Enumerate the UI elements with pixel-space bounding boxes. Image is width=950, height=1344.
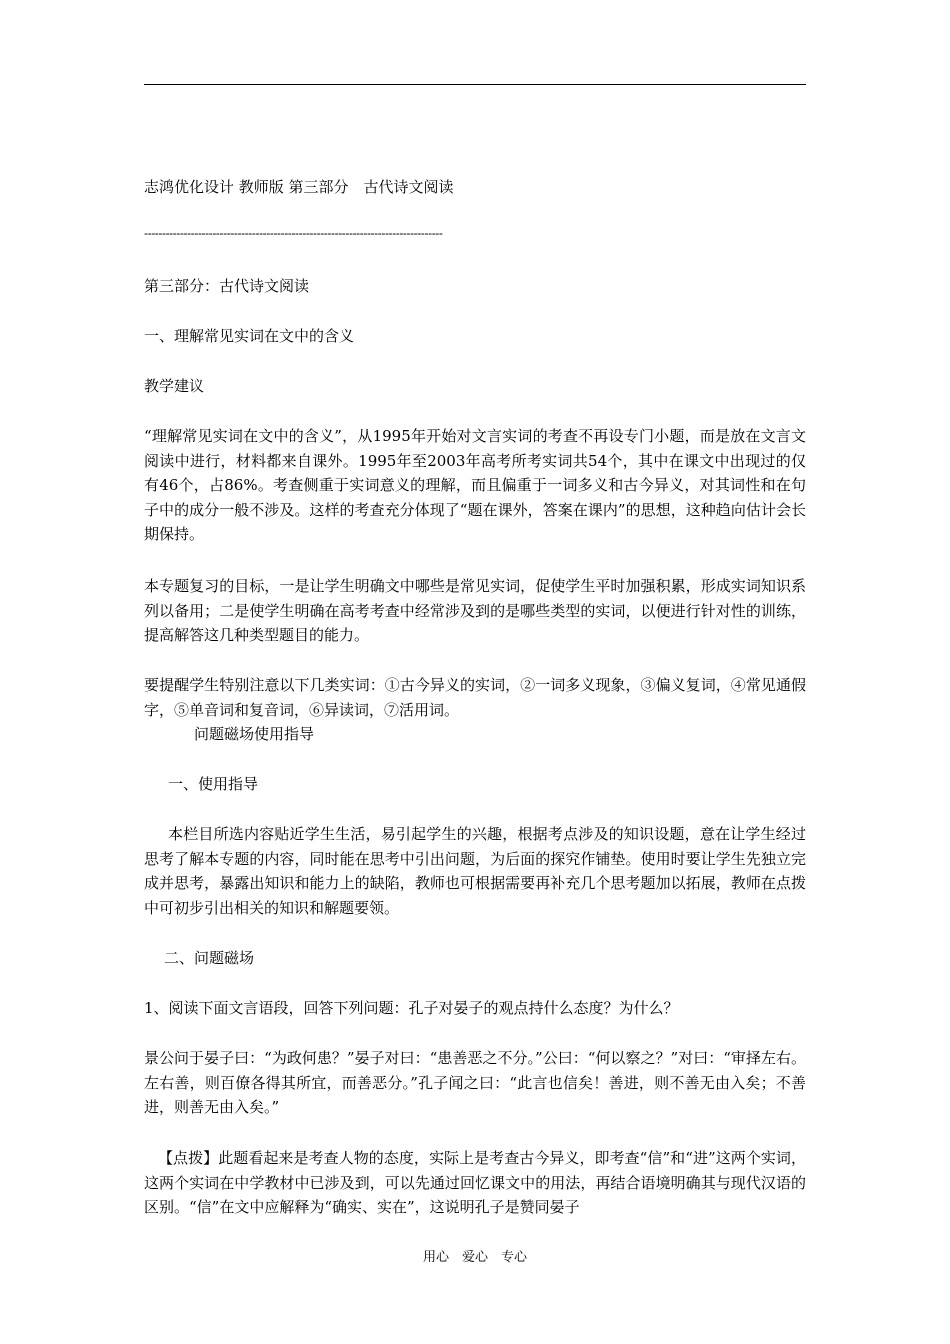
hint-text: 此题看起来是考查人物的态度，实际上是考查古今异义，即考查“信”和“进”这两个实词，这两个实词在中学教材中已涉及到，可以先通过回忆课文中的用法，再结合语境明确其与现代汉语的区别。“信”在文中应解释为“确实、实在”，这说明孔子是赞同晏子 [144, 1149, 806, 1216]
hint-label: 【点拨】 [158, 1149, 219, 1167]
guide-title: 问题磁场使用指导 [194, 725, 315, 743]
dashed-separator: ----------------------------------------------------------------------------------- [144, 226, 443, 240]
magnet-heading: 二、问题磁场 [164, 949, 255, 967]
paragraph-intro: “理解常见实词在文中的含义”，从1995年开始对文言实词的考查不再设专门小题，而是放在文言文阅读中进行，材料都来自课外。1995年至2003年高考所考实词共54个，其中在课文中出现过的仅有46个，占86%。考查侧重于实词意义的理解，而且偏重于一词多义和古今异义，对其词性和在句子中的成分一般不涉及。这样的考查充分体现了“题在课外，答案在课内”的思想，这种趋向估计会长期保持。 [144, 427, 806, 543]
paragraph-goals: 本专题复习的目标，一是让学生明确文中哪些是常见实词，促使学生平时加强积累，形成实词知识系列以备用；二是使学生明确在高考考查中经常涉及到的是哪些类型的实词，以便进行针对性的训练，提高解答这几种类型题目的能力。 [144, 577, 806, 644]
paragraph-usage: 本栏目所选内容贴近学生生活，易引起学生的兴趣，根据考点涉及的知识设题，意在让学生经过思考了解本专题的内容，同时能在思考中引出问题，为后面的探究作铺垫。使用时要让学生先独立完成并思考，暴露出知识和能力上的缺陷，教师也可根据需要再补充几个思考题加以拓展，教师在点拨中可初步引出相关的知识和解题要领。 [144, 825, 806, 917]
part-title: 第三部分：古代诗文阅读 [144, 277, 310, 295]
header-rule [144, 84, 806, 85]
paragraph-reminder: 要提醒学生特别注意以下几类实词：①古今异义的实词，②一词多义现象，③偏义复词，④常见通假字，⑤单音词和复音词，⑥异读词，⑦活用词。 [144, 676, 806, 719]
page-footer: 用心 爱心 专心 [422, 1250, 527, 1265]
teaching-heading: 教学建议 [144, 377, 205, 395]
header-title: 志鸿优化设计 教师版 第三部分 古代诗文阅读 [144, 178, 454, 196]
section-title: 一、理解常见实词在文中的含义 [144, 327, 355, 345]
classical-passage: 景公问于晏子曰：“为政何患？”晏子对曰：“患善恶之不分。”公曰：“何以察之？”对曰：“审择左右。左右善，则百僚各得其所宜，而善恶分。”孔子闻之曰：“此言也信矣！善进，则不善无由入矣；不善进，则善无由入矣。” [144, 1049, 806, 1116]
hint-paragraph [144, 1146, 806, 1220]
question-1: 1、阅读下面文言语段，回答下列问题：孔子对晏子的观点持什么态度？为什么？ [144, 999, 679, 1017]
usage-heading: 一、使用指导 [168, 775, 259, 793]
